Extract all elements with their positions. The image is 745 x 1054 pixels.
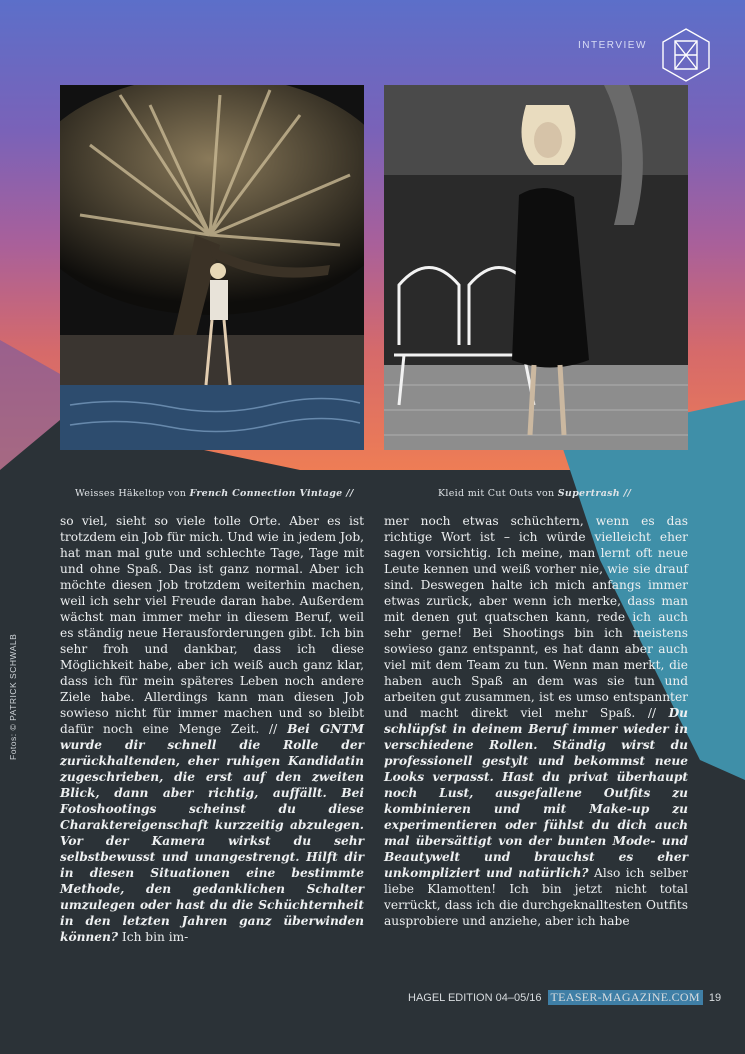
interview-question: Du schlüpfst in deinem Beruf immer wieder in verschiedene Rollen. Ständig wirst du professionell gestylt und bekommst neue Looks verpasst. Hast du privat überhaupt noch Lust, ausgefallene Outfits zu kombinieren und mit Make-up zu experimentieren oder fühlst du dich auch mal übersättigt von der bunten Mode- und Beautywelt und brauchst es eher unkompliziert und natürlich? [384,706,688,880]
interview-question: Bei GNTM wurde dir schnell die Rolle der zurückhaltenden, eher ruhigen Kandidatin zugeschrieben, die erst auf den zweiten Blick, dann aber richtig, auffällt. Bei Fotoshootings scheinst du diese Charaktereigenschaft kurzzeitig abzulegen. Vor der Kamera wirkst du sehr selbstbewusst und unangestrengt. Hilft dir in diesen Situationen eine bestimmte Methode, den gedanklichen Schalter umzulegen oder hast du die Schüchternheit in den letzten Jahren ganz überwinden können? [60,722,364,944]
page-footer [408,990,721,1005]
answer-text: Ich bin im- [118,930,189,944]
photo-night-pool-palm-icon [60,85,364,450]
answer-text: Also ich selber liebe Klamotten! Ich bin jetzt nicht total verrückt, dass ich die durchgeknalltesten Outfits ausprobiere und anziehe, aber ich habe [384,866,688,928]
photo-night-pool [60,85,364,450]
edition-label: HAGEL EDITION 04–05/16 [408,991,542,1004]
article-column-left [60,513,364,945]
geometric-hexagon-logo-icon [660,27,712,83]
photo-black-dress-chairs-icon [384,85,688,450]
body-text: mer noch etwas schüchtern, wenn es das richtige Wort ist – ich würde vielleicht eher sagen vorsichtig. Ich meine, man lernt oft neue Leute kennen und weiß vorher nie, wie sie drauf sind. Deswegen halte ich mich anfangs immer etwas zurück, aber wenn ich merke, dass man mit denen gut quatschen kann, rede ich auch sehr gerne! Bei Shootings bin ich meistens sowieso ganz entspannt, es hat dann aber auch viel mit dem Team zu tun. Wenn man merkt, die haben auch Spaß an dem was sie tun und arbeiten gut zusammen, ist es umso entspannter und macht direkt viel mehr Spaß. // [384,514,688,720]
photo-caption-left: Weisses Häkeltop von French Connection Vintage // [75,488,354,499]
photo-caption-right: Kleid mit Cut Outs von Supertrash // [438,488,632,499]
section-label: INTERVIEW [578,40,647,51]
page-number: 19 [708,991,722,1004]
website-link[interactable]: TEASER-MAGAZINE.COM [548,990,703,1005]
photo-black-dress [384,85,688,450]
body-text: so viel, sieht so viele tolle Orte. Aber es ist trotzdem ein Job für mich. Und wie in jedem Job, hat man mal gute und schlechte Tage, Tage mit und ohne Spaß. Das ist ganz normal. Aber ich möchte diesen Job trotzdem weiterhin machen, weil ich sehr viel Freude daran habe. Außerdem wächst man immer mehr in diesem Beruf, weil es ständig neue Herausforderungen gibt. Ich bin sehr froh und dankbar, dass ich diese Möglichkeit habe, aber ich weiß auch ganz klar, dass ich für mein späteres Leben noch andere Ziele habe. Allerdings kann man diesen Job sowieso nicht für immer machen und so bleibt dafür noch eine Menge Zeit. // [60,514,364,736]
article-column-right [384,513,688,929]
photo-credit: Fotos: © PATRICK SCHWALB [8,633,18,760]
